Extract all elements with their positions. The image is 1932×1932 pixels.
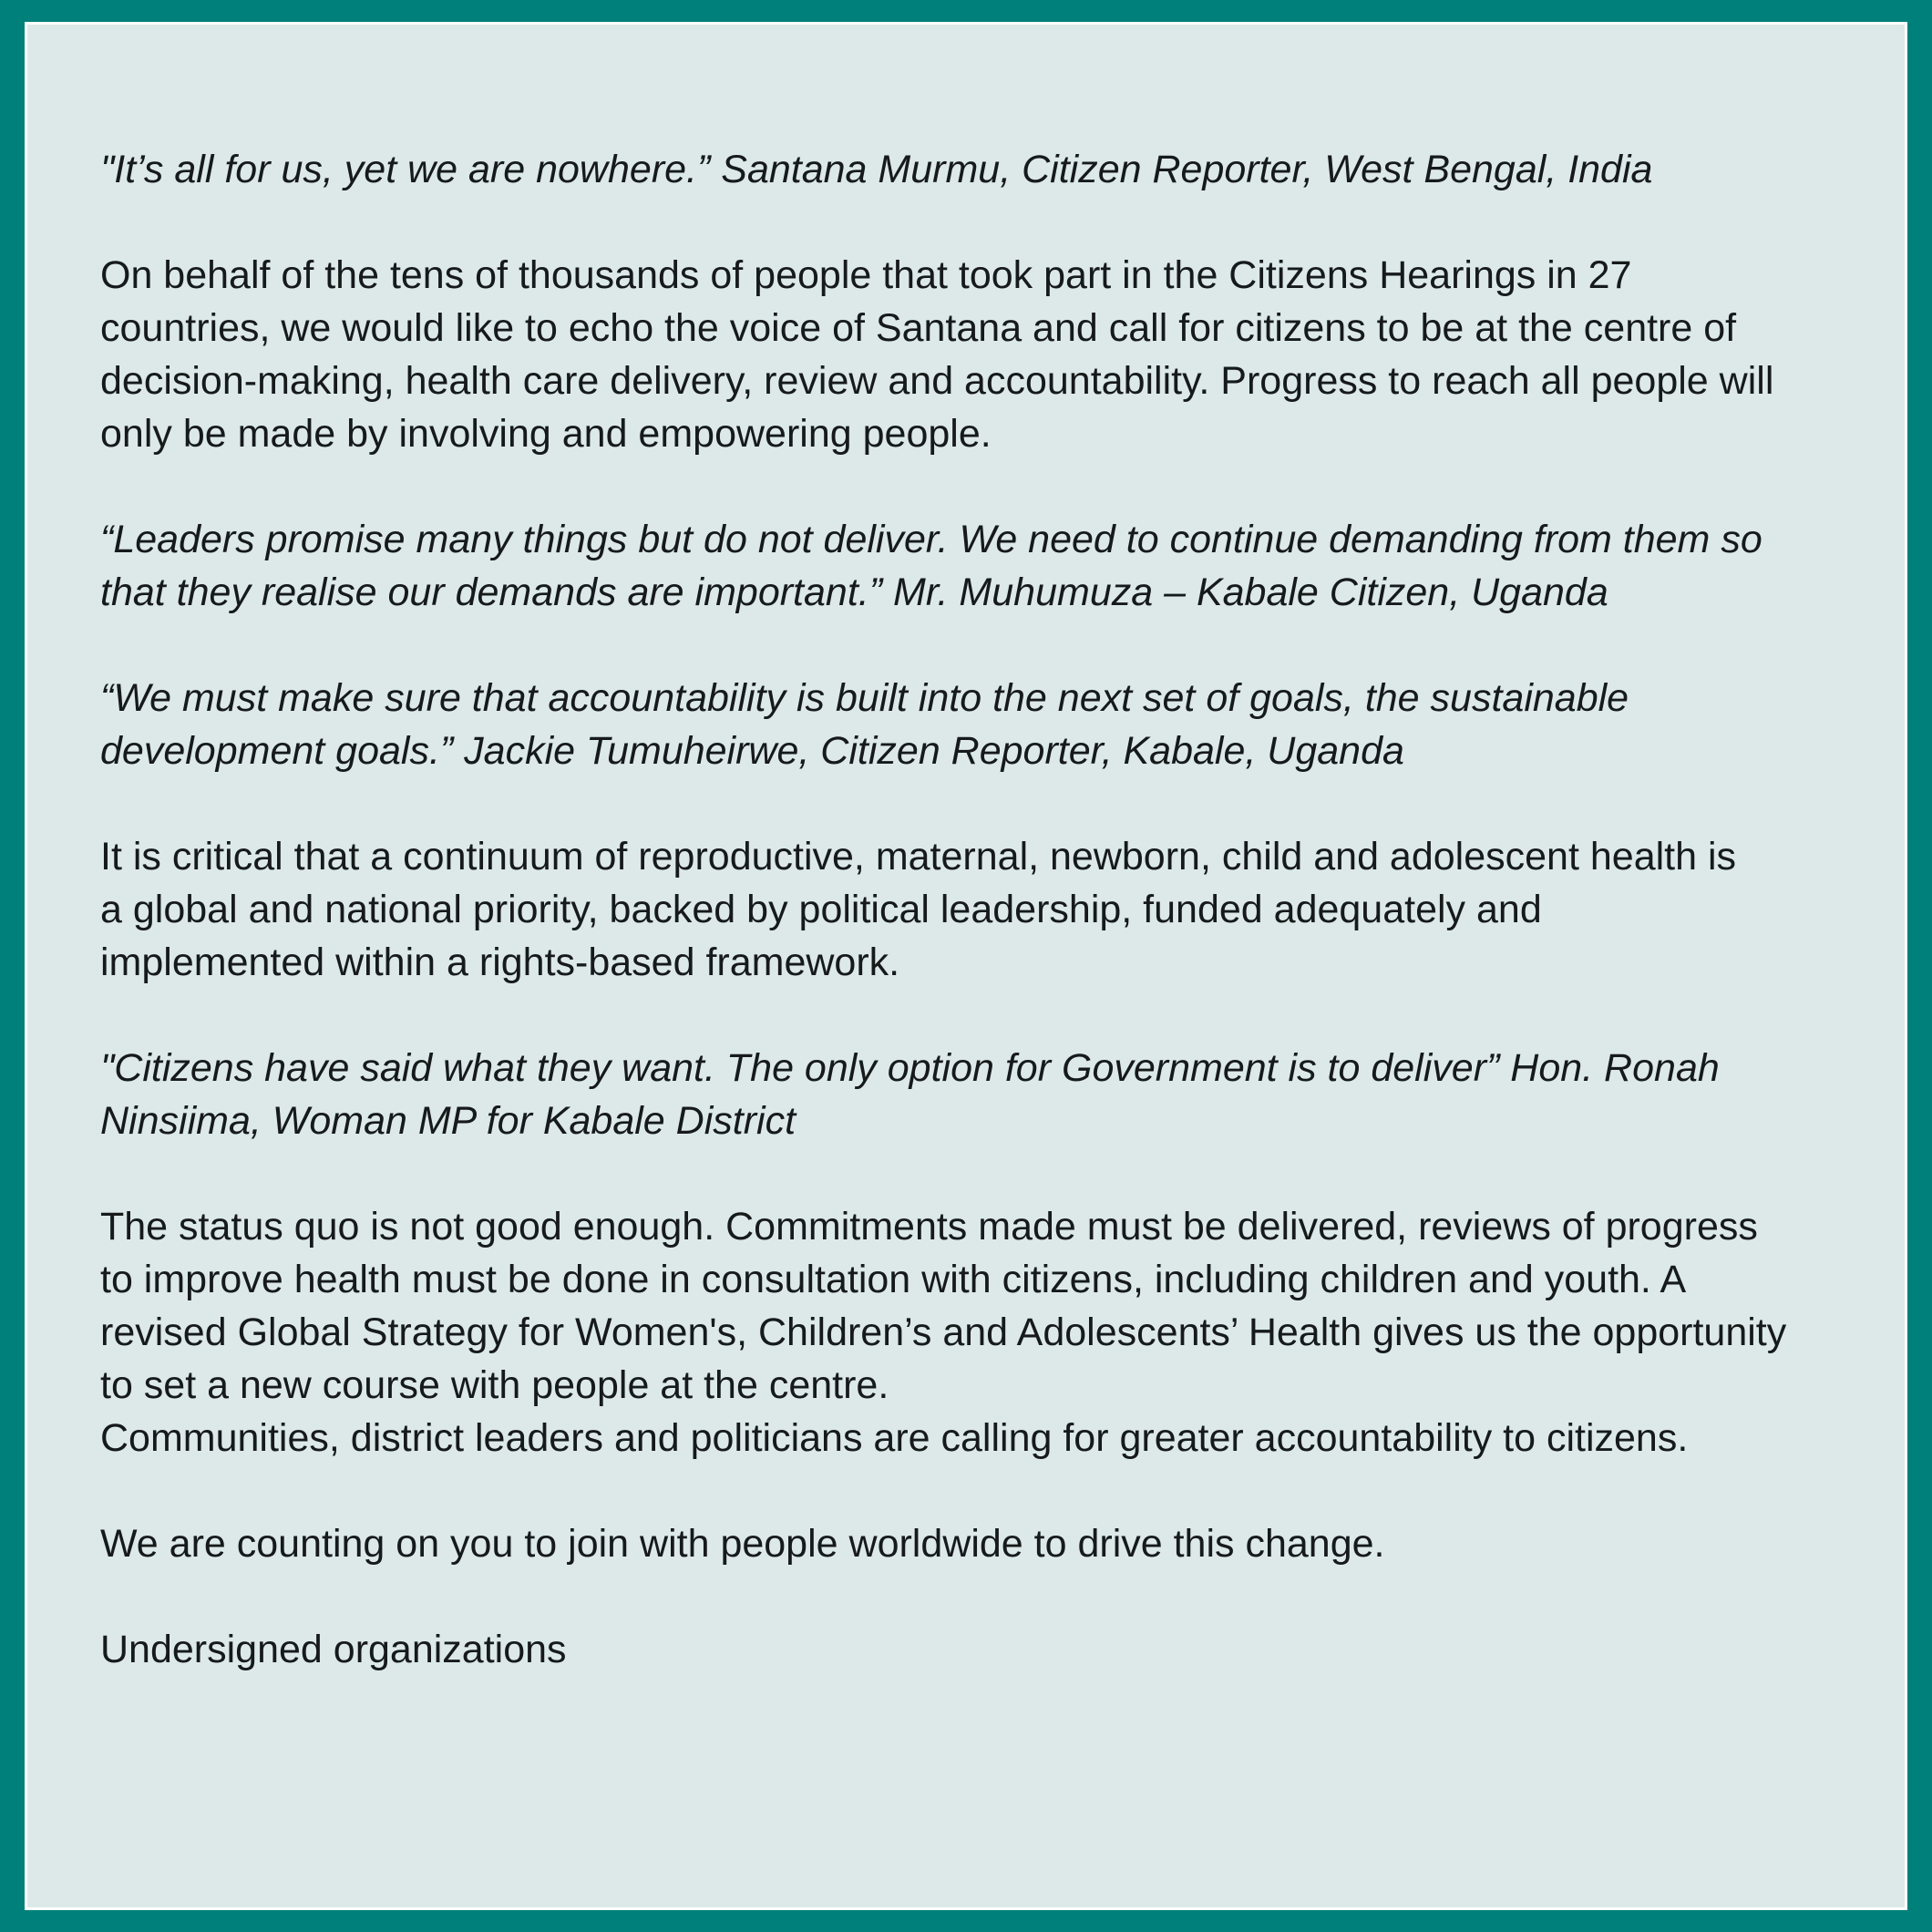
letter-body (100, 143, 1914, 1729)
quote-ronah-ninsiima: "Citizens have said what they want. The only option for Government is to deliver” Hon. Ronah Ninsiima, Woman MP for Kabale District (100, 1046, 1720, 1143)
priority-paragraph: It is critical that a continuum of reproductive, maternal, newborn, child and adolescent health is a global and national priority, backed by political leadership, funded adequately and implemented within a rights-based framework. (100, 835, 1737, 984)
intro-paragraph: On behalf of the tens of thousands of people that took part in the Citizens Hearings in 27 countries, we would like to echo the voice of Santana and call for citizens to be at the centre of decision-making, health care delivery, review and accountability. Progress to reach all people will only be made by involving and empowering people. (100, 253, 1774, 456)
signoff: Undersigned organizations (100, 1628, 567, 1671)
quote-mr-muhumuza: “Leaders promise many things but do not deliver. We need to continue demanding from them so that they realise our demands are important.” Mr. Muhumuza – Kabale Citizen, Uganda (100, 518, 1762, 614)
status-quo-paragraph: The status quo is not good enough. Commitments made must be delivered, reviews of progress to improve health must be done in consultation with citizens, including children and youth. A revised Global Strategy for Women's, Children’s and Adolescents’ Health gives us the opportunity to set a new course with people at the centre. (100, 1205, 1787, 1407)
letter-panel (25, 22, 1907, 1910)
quote-jackie-tumuheirwe: “We must make sure that accountability is built into the next set of goals, the sustainable development goals.” Jackie Tumuheirwe, Citizen Reporter, Kabale, Uganda (100, 676, 1629, 773)
call-to-action-paragraph: We are counting on you to join with people worldwide to drive this change. (100, 1522, 1385, 1566)
accountability-paragraph: Communities, district leaders and politicians are calling for greater accountability to citizens. (100, 1416, 1689, 1460)
quote-santana-murmu: "It’s all for us, yet we are nowhere.” Santana Murmu, Citizen Reporter, West Bengal, India (100, 148, 1653, 191)
